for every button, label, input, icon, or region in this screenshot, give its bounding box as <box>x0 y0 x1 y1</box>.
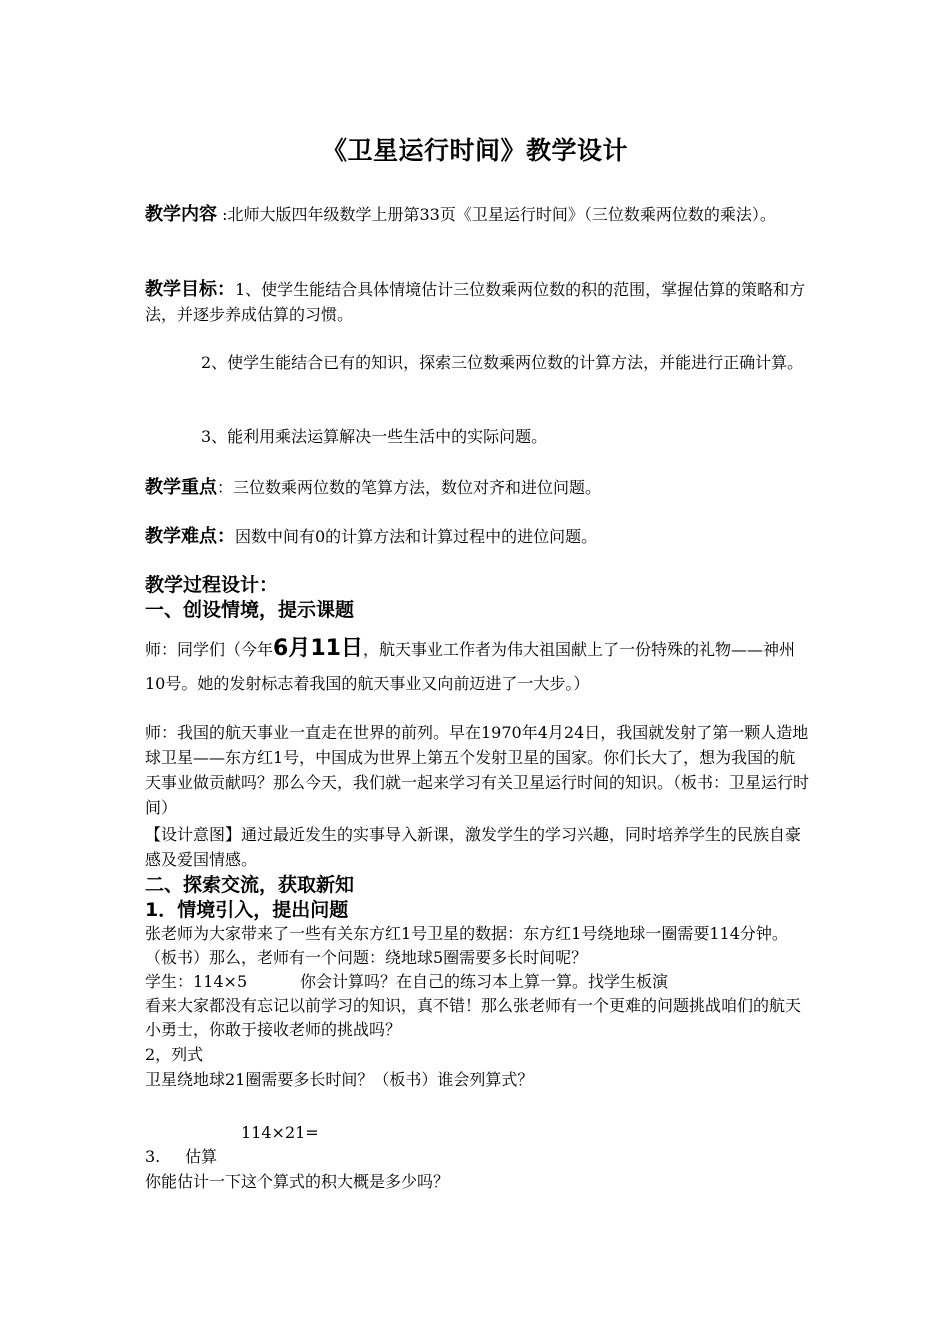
student-answer-label: 学生：114×5 <box>145 972 248 991</box>
item-2-text: 卫星绕地球21圈需要多长时间？（板书）谁会列算式？ <box>145 1070 534 1089</box>
section-1-p1-text-before: 师：同学们（今年 <box>145 640 274 659</box>
difficulties-label: 教学难点： <box>145 526 235 547</box>
section-1-heading: 一、创设情境，提示课题 <box>145 599 355 621</box>
key-points-label: 教学重点 <box>145 477 217 498</box>
section-2-paragraph-2: 看来大家都没有忘记以前学习的知识，真不错！那么张老师有一个更难的问题挑战咱们的航天小勇士，你敢于接收老师的挑战吗？ <box>145 996 802 1039</box>
key-points-text: ：三位数乘两位数的笔算方法，数位对齐和进位问题。 <box>217 478 602 497</box>
section-1-paragraph-1 <box>145 632 810 701</box>
key-points-paragraph <box>145 475 810 500</box>
teaching-content-label: 教学内容 <box>145 204 217 225</box>
teaching-content-paragraph <box>145 202 810 227</box>
teaching-goals-label: 教学目标： <box>145 279 235 300</box>
section-2-paragraph-1: 张老师为大家带来了一些有关东方红1号卫星的数据：东方红1号绕地球一圈需要114分钟。（板书）那么，老师有一个问题：绕地球5圈需要多长时间呢？ <box>145 924 788 967</box>
teaching-goals-paragraph <box>145 277 810 327</box>
item-3-label: 估算 <box>185 1147 218 1166</box>
teaching-content-text: :北师大版四年级数学上册第33页《卫星运行时间》（三位数乘两位数的乘法）。 <box>217 205 776 224</box>
process-heading: 教学过程设计： <box>145 574 279 596</box>
multiplication-formula: 114×21= <box>241 1123 319 1142</box>
section-1-paragraph-2: 师：我国的航天事业一直走在世界的前列。早在1970年4月24日，我国就发射了第一颗人造地球卫星——东方红1号，中国成为世界上第五个发射卫星的国家。你们长大了，想为我国的航天事业做贡献吗？那么今天，我们就一起来学习有关卫星运行时间的知识。（板书：卫星运行时间） <box>145 723 810 817</box>
date-highlight: 6月11日 <box>273 636 363 661</box>
item-2-label: 2，列式 <box>145 1045 204 1064</box>
teaching-goal-3: 3、能利用乘法运算解决一些生活中的实际问题。 <box>201 427 548 446</box>
section-2-heading: 二、探索交流，获取新知 <box>145 874 355 896</box>
difficulties-paragraph <box>145 524 810 549</box>
teaching-goal-2: 2、使学生能结合已有的知识，探索三位数乘两位数的计算方法，并能进行正确计算。 <box>201 353 804 372</box>
item-3-number: 3. <box>145 1147 161 1166</box>
difficulties-text: 因数中间有0的计算方法和计算过程中的进位问题。 <box>235 527 598 546</box>
section-1-p1-text-after: ，航天事业工作者为伟大祖国献上了一份特殊的礼物——神州10号。她的发射标志着我国的航天事业又向前迈进了一大步。） <box>145 640 795 693</box>
document-title: 《卫星运行时间》教学设计 <box>321 136 628 165</box>
teaching-goal-1: 1、使学生能结合具体情境估计三位数乘两位数的积的范围，掌握估算的策略和方法，并逐步养成估算的习惯。 <box>145 280 806 324</box>
item-3-text: 你能估计一下这个算式的积大概是多少吗？ <box>145 1172 450 1191</box>
student-answer-text: 你会计算吗？在自己的练习本上算一算。找学生板演 <box>300 972 669 991</box>
section-2-subheading-1: 1．情境引入，提出问题 <box>145 899 349 921</box>
design-intent-paragraph: 【设计意图】通过最近发生的实事导入新课，激发学生的学习兴趣，同时培养学生的民族自豪感及爱国情感。 <box>145 825 802 869</box>
